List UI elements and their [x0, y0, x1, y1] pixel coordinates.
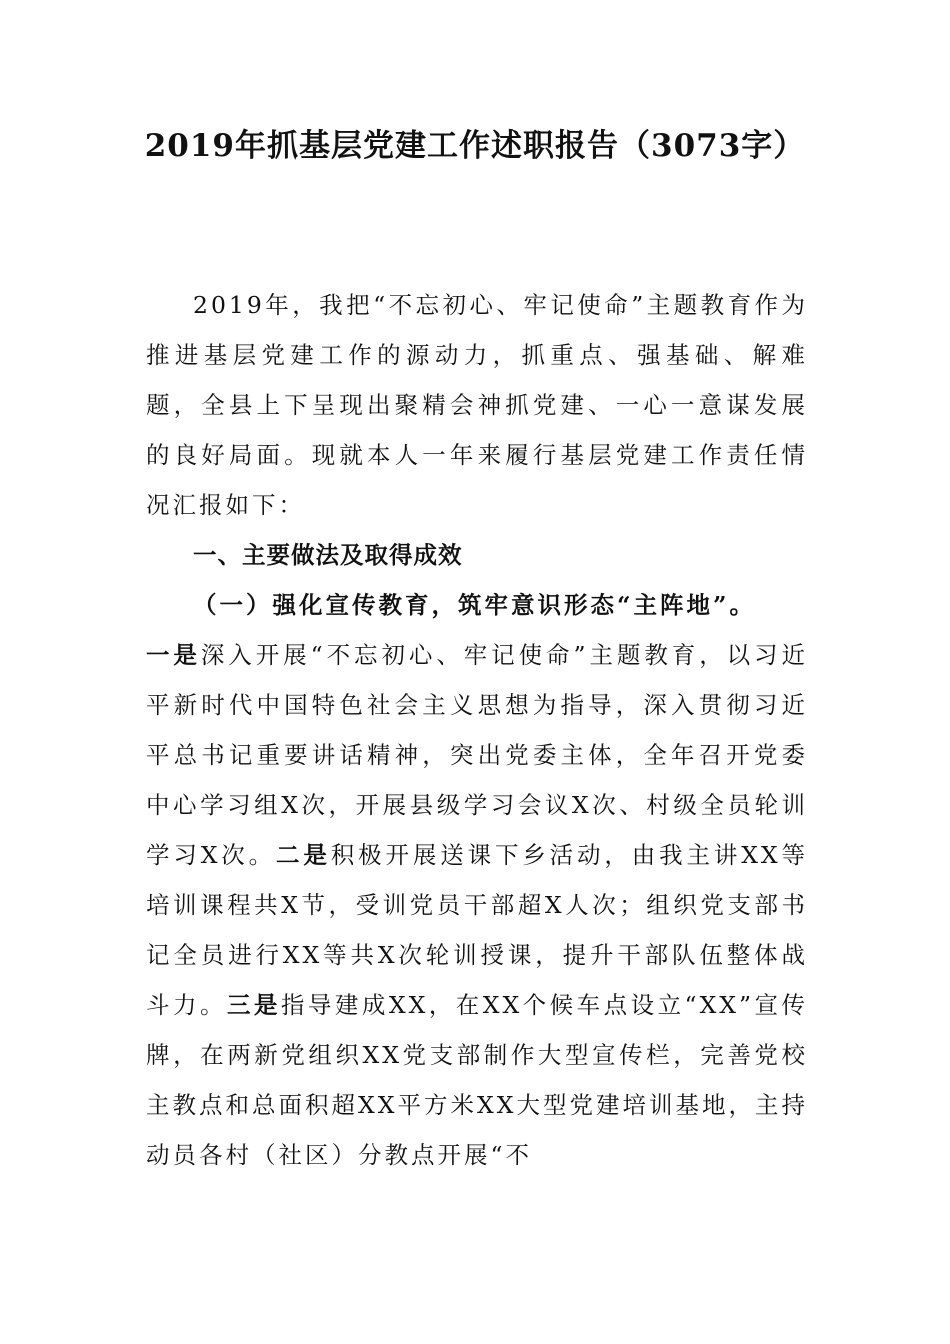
- point-text-2: 积极开展送课下乡活动，由我主讲XX等培训课程共X节，受训党员干部超X人次；组织党支部书记全员进行XX等共X次轮训授课，提升干部队伍整体战斗力。: [146, 841, 809, 1019]
- document-body: [146, 280, 808, 1180]
- section-heading: 一、主要做法及取得成效: [193, 541, 463, 569]
- point-text-3: 指导建成XX，在XX个候车点设立“XX”宣传牌，在两新党组织XX党支部制作大型宣传栏，完善党校主教点和总面积超XX平方米XX大型党建培训基地，主持动员各村（社区）分教点开展“不: [146, 991, 809, 1169]
- point-lead-3: 三是: [226, 991, 281, 1019]
- document-title: 2019年抓基层党建工作述职报告（3073字）: [144, 128, 806, 164]
- point-lead-2: 二是: [276, 841, 331, 869]
- subsection-heading: （一）强化宣传教育，筑牢意识形态“主阵地”。: [193, 591, 757, 619]
- body-paragraph: [146, 630, 808, 1180]
- intro-paragraph: 2019年，我把“不忘初心、牢记使命”主题教育作为推进基层党建工作的源动力，抓重点、强基础、解难题，全县上下呈现出聚精会神抓党建、一心一意谋发展的良好局面。现就本人一年来履行基层党建工作责任情况汇报如下：: [146, 291, 808, 519]
- point-text-1: 深入开展“不忘初心、牢记使命”主题教育，以习近平新时代中国特色社会主义思想为指导，深入贯彻习近平总书记重要讲话精神，突出党委主体，全年召开党委中心学习组X次，开展县级学习会议X次、村级全员轮训学习X次。: [146, 641, 808, 869]
- point-lead-1: 一是: [146, 641, 201, 669]
